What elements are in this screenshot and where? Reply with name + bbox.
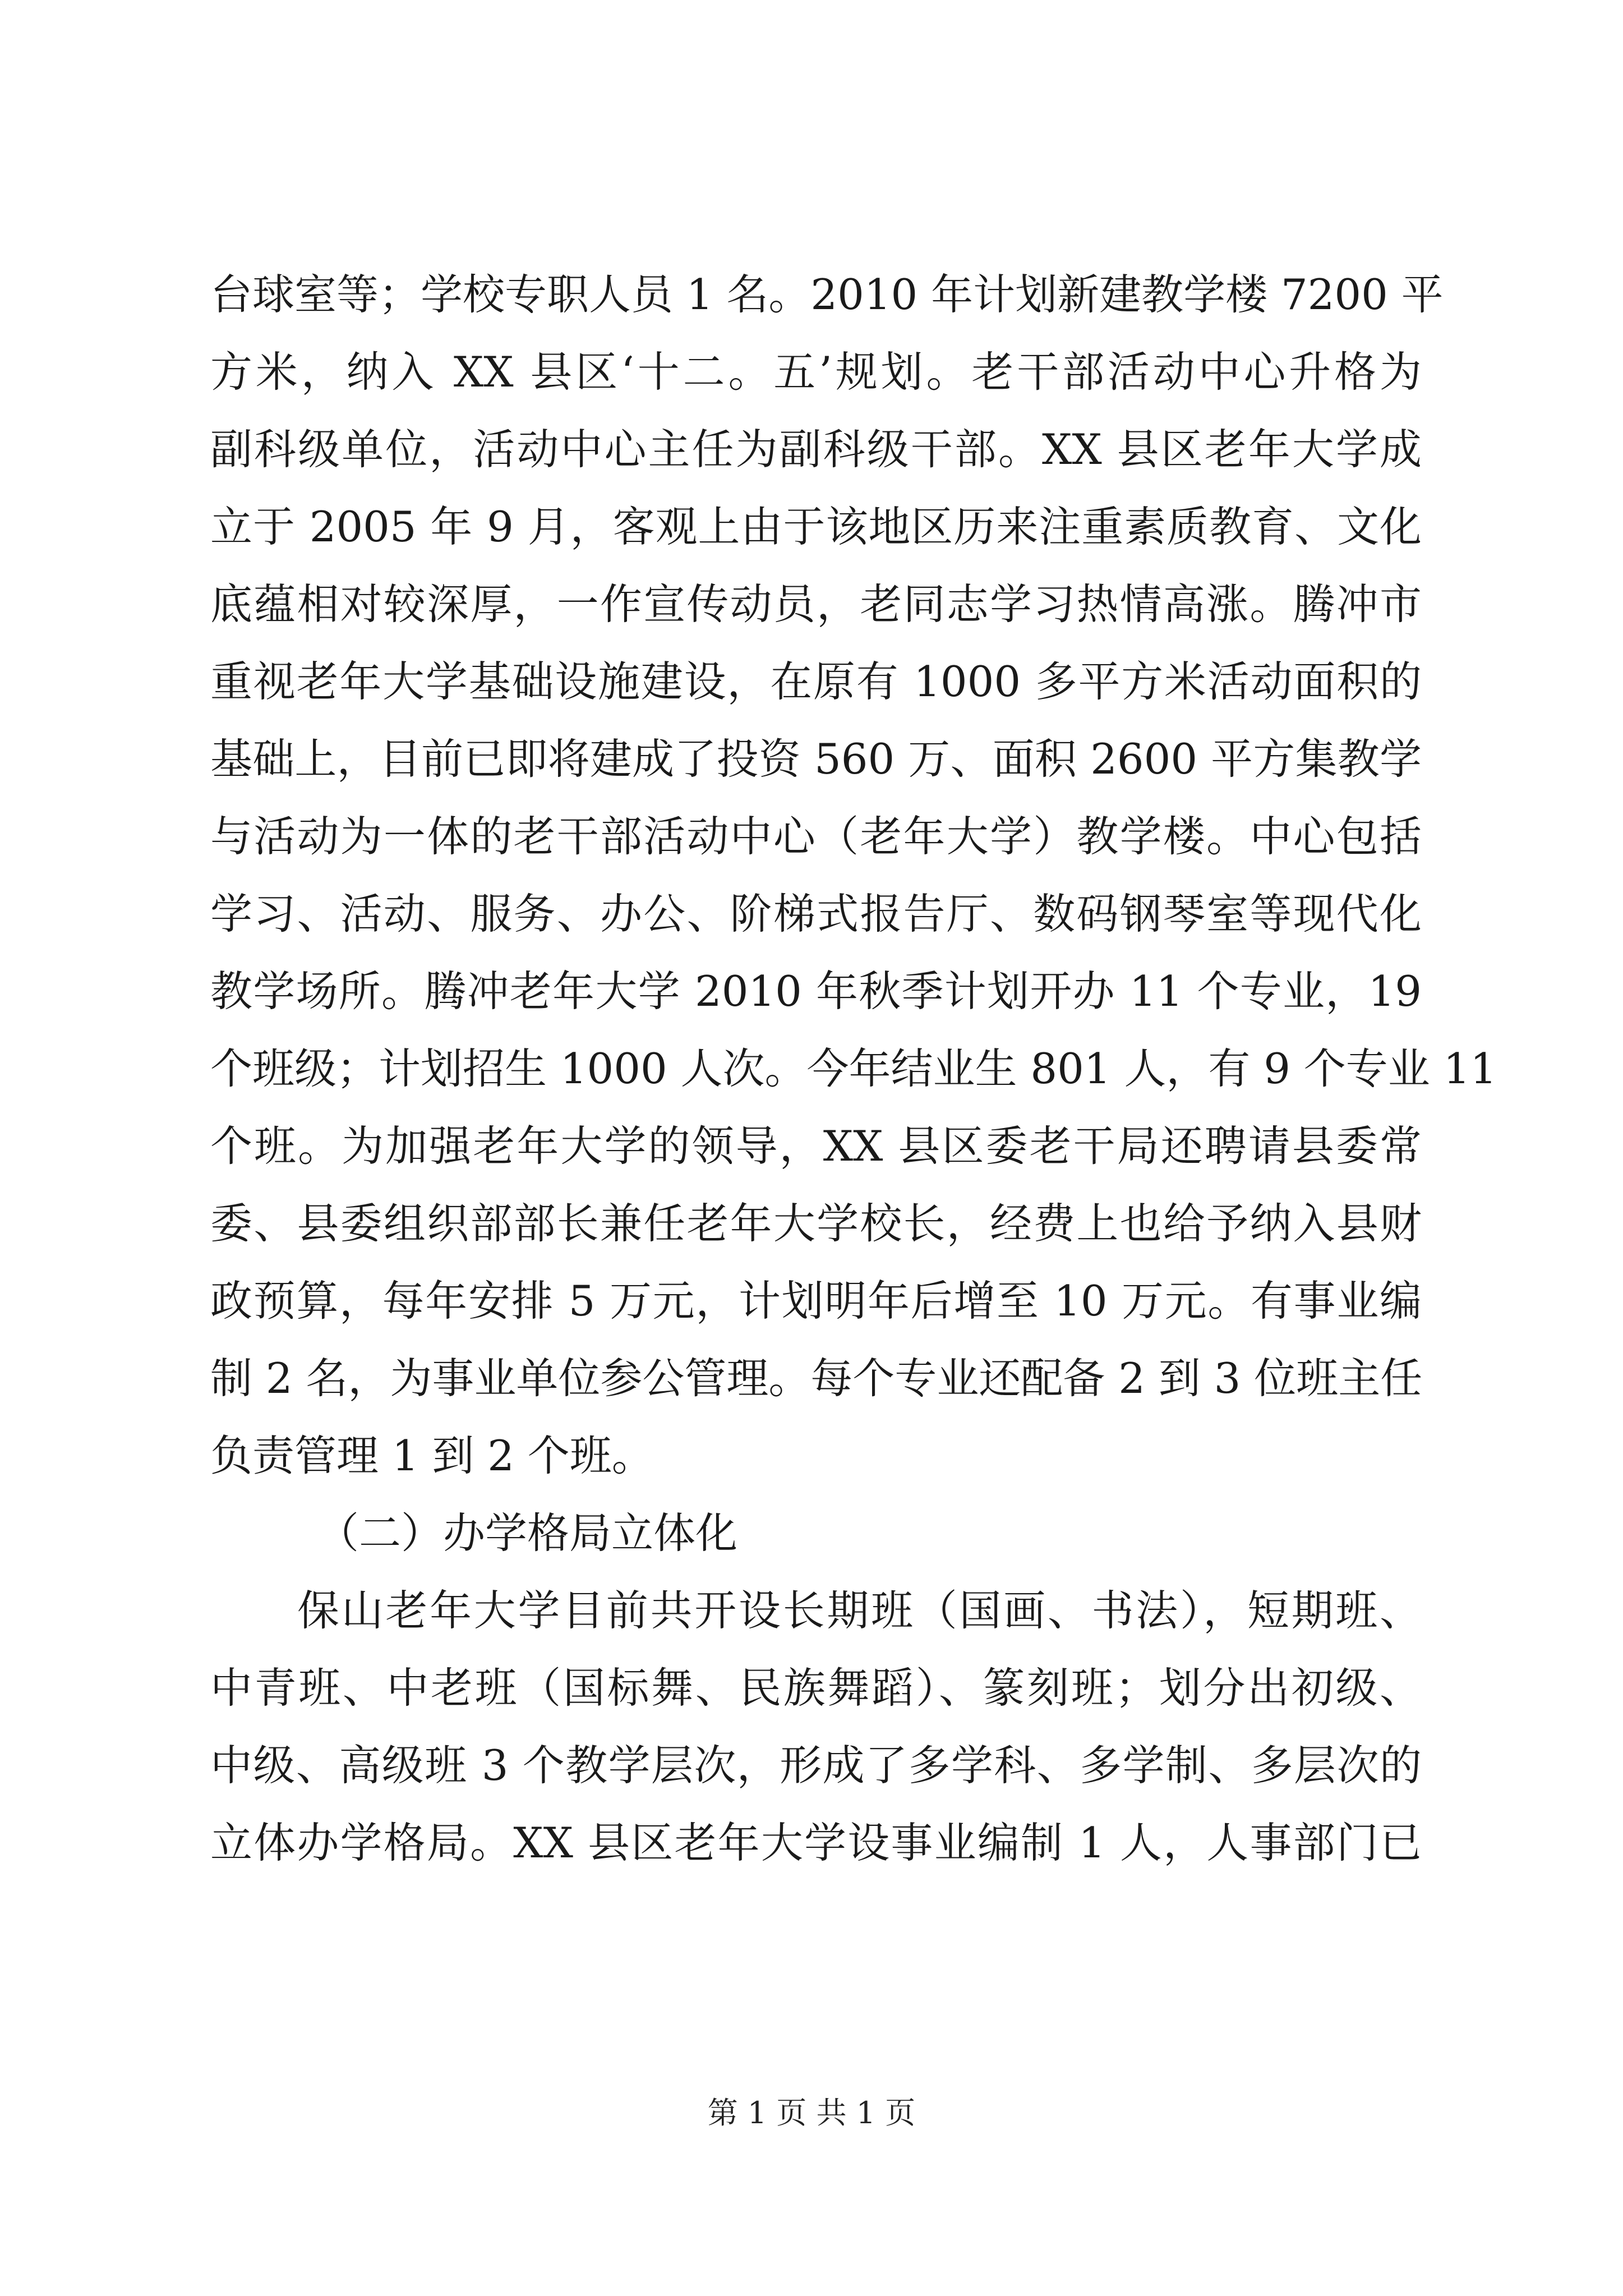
body-text-line: 副科级单位，活动中心主任为副科级干部。XX 县区老年大学成 — [210, 425, 1422, 474]
section-heading: （二）办学格局立体化 — [317, 1508, 738, 1558]
body-text-line: 方米，纳入 XX 县区‘十二。五’规划。老干部活动中心升格为 — [210, 347, 1422, 397]
body-text-line: 保山老年大学目前共开设长期班（国画、书法），短期班、 — [297, 1586, 1422, 1635]
body-text-line: 个班级；计划招生 1000 人次。今年结业生 801 人，有 9 个专业 11 — [210, 1044, 1497, 1093]
body-text-line: 中级、高级班 3 个教学层次，形成了多学科、多学制、多层次的 — [210, 1741, 1422, 1790]
body-text-line: 重视老年大学基础设施建设，在原有 1000 多平方米活动面积的 — [210, 657, 1422, 706]
body-text-line: 个班。为加强老年大学的领导，XX 县区委老干局还聘请县委常 — [210, 1121, 1422, 1171]
body-text-line: 负责管理 1 到 2 个班。 — [210, 1431, 654, 1480]
page-footer: 第 1 页 共 1 页 — [707, 2095, 916, 2131]
body-text-line: 制 2 名，为事业单位参公管理。每个专业还配备 2 到 3 位班主任 — [210, 1354, 1423, 1403]
body-text-line: 政预算，每年安排 5 万元，计划明年后增至 10 万元。有事业编 — [210, 1276, 1422, 1326]
body-text-line: 立于 2005 年 9 月，客观上由于该地区历来注重素质教育、文化 — [210, 502, 1422, 551]
body-text-line: 台球室等；学校专职人员 1 名。2010 年计划新建教学楼 7200 平 — [210, 270, 1444, 319]
body-text-line: 教学场所。腾冲老年大学 2010 年秋季计划开办 11 个专业，19 — [210, 967, 1422, 1016]
body-text-line: 与活动为一体的老干部活动中心（老年大学）教学楼。中心包括 — [210, 812, 1422, 861]
body-text-line: 底蕴相对较深厚，一作宣传动员，老同志学习热情高涨。腾冲市 — [210, 579, 1422, 629]
body-text-line: 委、县委组织部部长兼任老年大学校长，经费上也给予纳入县财 — [210, 1199, 1422, 1248]
body-text-line: 中青班、中老班（国标舞、民族舞蹈）、篆刻班；划分出初级、 — [210, 1663, 1422, 1713]
body-text-line: 学习、活动、服务、办公、阶梯式报告厅、数码钢琴室等现代化 — [210, 889, 1422, 938]
body-text-line: 基础上，目前已即将建成了投资 560 万、面积 2600 平方集教学 — [210, 734, 1422, 784]
body-text-line: 立体办学格局。XX 县区老年大学设事业编制 1 人，人事部门已 — [210, 1818, 1422, 1867]
